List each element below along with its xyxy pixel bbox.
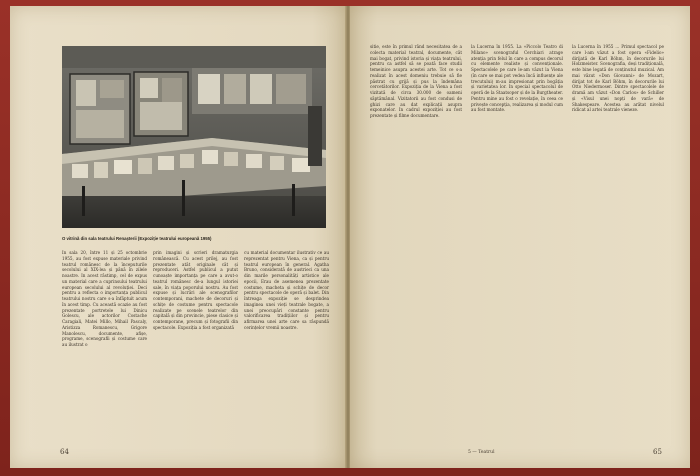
exhibition-photo xyxy=(62,46,326,228)
exhibition-photo-image xyxy=(62,46,326,228)
left-page-number: 64 xyxy=(60,448,69,456)
right-text-column-1: sitie, este în primul rând necesitatea de a colecta material teatral, documente, cât mai bogat, privind istoria și viața teatrului, pentru ca astfel să se poată face studii temeinice asupra acestei arte. Tot ce s-a realizat în acest domeniu trebuie să fie păstrat cu grijă și pus la îndemâna cercetătorilor. Expoziția de la Viena a fost vizitată de circa 30.000 de oameni săptămânal. Vizitatorii au fost condusi de ghizi care au dat explicații asupra exponatelor. In cadrul expoziției au fost prezentate și filme documentare. xyxy=(370,44,464,118)
left-text-column-2: prin imagini și scrieri dramaturgia românească. Cu acest prilej, au fost prezentate atât originale cât și reproduceri. Astfel publicul a putut cunoaște importanța pe care a avut-o teatrul românesc de-a lungul istoriei sale, în viața poporului nostru. Au fost expuse și lucrări ale scenografilor contemporani, machete de decoruri și schițe de costume pentru spectacole realizate pe scenele teatrelor din capitală și din provincie, piese clasice și contemporane, precum și fotografii din spectacole. Expoziția a fost organizată xyxy=(153,250,240,330)
left-page xyxy=(10,6,346,468)
signature-mark: 5 — Teatrul xyxy=(468,450,495,455)
photo-caption: O vitrină din sala teatrului Renașterii (Expoziție teatrului europeană 1955) xyxy=(62,236,212,241)
right-text-column-3: la Lucerna în 1955 ... Primul spectacol pe care l-am văzut a fost opera «Fidelio» dirijată de Karl Böhm, în decorurile lui Holzmeister. Scenografia, deși tradițională, este bine legată de conținutul muzical. Am mai văzut «Don Giovanni» de Mozart, dirijat tot de Karl Böhm, în decorurile lui Otto Niedermoser. Dintre spectacolele de dramă am văzut «Don Carlos» de Schiller și «Visul unei nopți de vară» de Shakespeare. Acestea au arătat nivelul ridicat al artei teatrale vieneze. xyxy=(572,44,666,113)
right-text-column-2: la Lucerna în 1955. La «Piccolo Teatro di Milano» scenograful Cerchiari atrage atenția prin felul în care a compus decorul cu elemente realiste și convenționale. Spectacolele pe care le-am văzut la Viena (în care se mai pot vedea încă influențe ale trecutului) m-au impresionat prin bogăția și varietatea lor. In special spectacolul de operă de la Staatsoper și de la Burgtheater. Pentru mine au fost o revelație, în ceea ce privește concepția, realizarea și modul cum au fost montate. xyxy=(471,44,565,113)
left-text-column-3: cu material documentar ilustrativ ce au reprezentat pentru Viena, ca și pentru teatrul european în general. Agatha Bruno, considerată de austrieci ca una din marile personalități artistice ale epocii, Erau de asemenea prezentate costume, macheta și schițe de decor pentru spectacole de operă și balet. Din întreaga expoziție se desprindea imaginea unei vieți teatrale bogate, a unei preocupări constante pentru valorificarea tradițiilor și pentru afirmarea unei arte care sa răspundă cerințelor vremii noastre. xyxy=(244,250,331,330)
right-page xyxy=(350,6,690,468)
right-page-number: 65 xyxy=(653,448,662,456)
left-text-column-1: In sala 20, între 11 și 25 octombrie 1955, au fost expuse materiale privind teatrul românesc de la începuturile secolului al XIX-lea și până în zilele noastre. In acest răstimp, cel de expus un material care a cuprinsului teatrului european secolului al revoluției. Deci pentru a reflecta o importanța publicul teatrului nostru care s-a înfăptuit acum în acest timp. Cu această ocazie au fost prezentate portretele lui Dinicu Golescu, ale actorilor Costache Caragiali, Matei Millo, Mihail Pascaly, Aristizza Romanescu, Grigore Manolescu, documente, afișe, programe, scenografii și costume care au ilustrat o xyxy=(62,250,149,347)
